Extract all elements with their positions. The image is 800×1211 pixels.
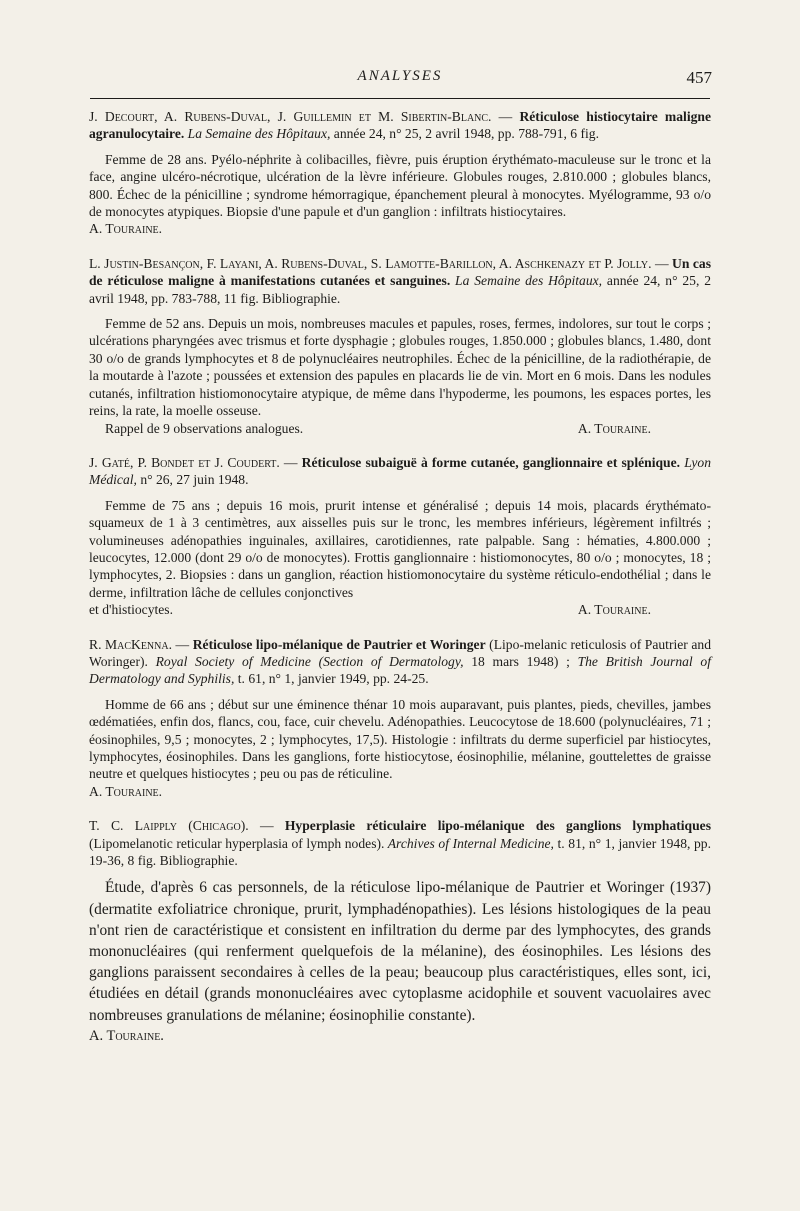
closing-line	[89, 601, 711, 618]
article-title: Réticulose subaiguë à forme cutanée, ganglionnaire et splénique.	[301, 454, 681, 470]
dash: —	[491, 109, 520, 124]
abstract-entry	[89, 255, 711, 437]
journal-name: La Semaine des Hôpitaux,	[184, 126, 331, 142]
abstract-entry	[89, 817, 711, 1046]
citation	[89, 636, 711, 688]
authors: J. Gaté, P. Bondet et J. Coudert.	[89, 454, 280, 470]
authors: R. MacKenna.	[89, 636, 172, 652]
content	[89, 108, 711, 1063]
reviewer-signature: A. Touraine.	[89, 221, 163, 237]
article-title: Réticulose lipo-mélanique de Pautrier et Woringer	[192, 636, 486, 652]
abstract-body: Femme de 28 ans. Pyélo-néphrite à colibacilles, fièvre, puis éruption érythémato-maculeuse sur le tronc et la face, angine ulcéro-nécrotique, ulcération de la lèvre inférieure. Globules rouges, 2.810.000 ; globules blancs, 800. Échec de la pénicilline ; syndrome hémorragique, épanchement pleural à monocytes. Myélogramme, 93 o/o de monocytes atypiques. Biopsie d'une papule et d'un ganglion : infiltrats histiocytaires.	[89, 151, 711, 220]
closing-text: et d'histiocytes.	[89, 602, 173, 618]
abstract-entry	[89, 454, 711, 619]
authors: J. Decourt, A. Rubens-Duval, J. Guillemin et M. Sibertin-Blanc.	[89, 109, 492, 124]
journal-name: La Semaine des Hôpitaux,	[450, 273, 603, 289]
citation-details: année 24, n° 25, 2 avril 1948, pp. 783-788, 11 fig. Bibliographie.	[89, 273, 711, 306]
closing-text: Rappel de 9 observations analogues.	[105, 420, 304, 436]
authors: T. C. Laipply (Chicago).	[89, 818, 249, 834]
citation	[89, 817, 711, 869]
dash: —	[651, 255, 673, 271]
journal-name: Archives of Internal Medicine,	[384, 835, 554, 851]
dash: —	[279, 454, 302, 470]
citation-details: t. 81, n° 1, janvier 1948, pp. 19-36, 8 fig. Bibliographie.	[89, 835, 711, 869]
citation-date: 18 mars 1948) ;	[463, 653, 578, 669]
abstract-entry	[89, 108, 711, 238]
reviewer-signature: A. Touraine.	[89, 783, 163, 799]
translated-title: (Lipomelanotic reticular hyperplasia of lymph nodes).	[89, 835, 385, 851]
article-title: Un cas de réticulose maligne à manifestations cutanées et sanguines.	[89, 255, 712, 289]
citation-details: n° 26, 27 juin 1948.	[136, 472, 249, 488]
citation	[89, 255, 711, 307]
citation	[89, 108, 711, 143]
journal-name: Royal Society of Medicine (Section of Dermatology,	[147, 653, 464, 669]
dash: —	[172, 636, 193, 652]
reviewer-signature: A. Touraine.	[577, 602, 651, 618]
citation-details: année 24, n° 25, 2 avril 1948, pp. 788-791, 6 fig.	[330, 126, 599, 142]
article-title: Hyperplasie réticulaire lipo-mélanique des ganglions lymphatiques	[284, 818, 711, 834]
reviewer-signature: A. Touraine.	[89, 1027, 164, 1044]
abstract-body: Étude, d'après 6 cas personnels, de la réticulose lipo-mélanique de Pautrier et Woringer (1937) (dermatite exfoliatrice chronique, prurit, lymphadénopathies). Les lésions histologiques de la peau n'ont rien de caractéristique et consistent en infiltration du derme par des lymphocytes, des grands mononucléaires (qui renferment quelquefois de la mélanine), des éosinophiles. Les lésions des ganglions paraissent secondaires à celles de la peau; beaucoup plus caractéristiques, elles sont, ici, étudiées en détail (grands mononucléaires avec cytoplasme acidophile et souvent vacuolaires avec nombreuses granulations de mélanine; éosinophilie constante).	[89, 879, 711, 1024]
closing-line	[89, 420, 711, 437]
authors: L. Justin-Besançon, F. Layani, A. Rubens-Duval, S. Lamotte-Barillon, A. Aschkenazy et P. Jolly.	[89, 255, 652, 271]
abstract-entry	[89, 636, 711, 801]
reviewer-signature: A. Touraine.	[577, 420, 651, 436]
header-rule	[90, 98, 710, 99]
article-title: Réticulose histiocytaire maligne agranulocytaire.	[89, 109, 711, 142]
citation	[89, 454, 711, 489]
dash: —	[248, 818, 285, 834]
abstract-body: Femme de 52 ans. Depuis un mois, nombreuses macules et papules, roses, fermes, indolores, sur tout le corps ; ulcérations pharyngées avec trismus et forte dysphagie ; globules rouges, 1.850.000 ; globules blancs, 1.480, dont 30 o/o de grands lymphocytes et 8 de polynucléaires neutrophiles. Échec de la pénicilline, de la radiothérapie, de la moutarde à l'azote ; poussées et extension des papules en placards lie de vin. Mort en 6 mois. Dans les nodules cutanés, infiltration histiomonocytaire atypique, de même dans l'hypoderme, les poumons, les espaces portes, les reins, la rate, la moelle osseuse.	[89, 316, 711, 419]
running-header: ANALYSES	[357, 68, 443, 84]
abstract-body: Femme de 75 ans ; depuis 16 mois, prurit intense et généralisé ; depuis 14 mois, placards érythémato-squameux de 1 à 3 centimètres, aux aisselles puis sur le tronc, les membres inférieurs, légèrement infiltrés ; volumineuses adénopathies inguinales, axillaires, carotidiennes, rate palpable. Sang : hématies, 4.800.000 ; leucocytes, 12.000 (dont 29 o/o de monocytes). Frottis ganglionnaire : histiomonocytes, 80 o/o ; monocytes, 18 ; lymphocytes, 2. Biopsies : dans un ganglion, réaction histiomonocytaire du système réticulo-endothélial ; dans le derme, infiltration lâche de cellules conjonctives	[89, 497, 711, 600]
journal-name: Lyon Médical,	[89, 454, 711, 488]
translated-title: (Lipo-melanic reticulosis of Pautrier and Woringer).	[89, 636, 711, 669]
citation-details: t. 61, n° 1, janvier 1949, pp. 24-25.	[234, 671, 429, 687]
journal-name-2: The British Journal of Dermatology and Syphilis,	[89, 653, 711, 687]
abstract-body: Homme de 66 ans ; début sur une éminence thénar 10 mois auparavant, puis plantes, pieds, chevilles, jambes œdématiées, enfin dos, flancs, cou, face, cuir chevelu. Adénopathies. Leucocytose de 18.600 (polynucléaires, 71 ; éosinophiles, 9,5 ; monocytes, 2 ; lymphocytes, 17,5). Histologie : infiltrats du derme superficiel par histiocytes, lymphocytes, éosinophiles. Dans les ganglions, forte histiocytose, éosinophilie, mélanine, gouttelettes de graisse neutre et quelques histiocytes ; peu ou pas de réticuline.	[89, 696, 711, 782]
page-number: 457	[686, 68, 712, 87]
